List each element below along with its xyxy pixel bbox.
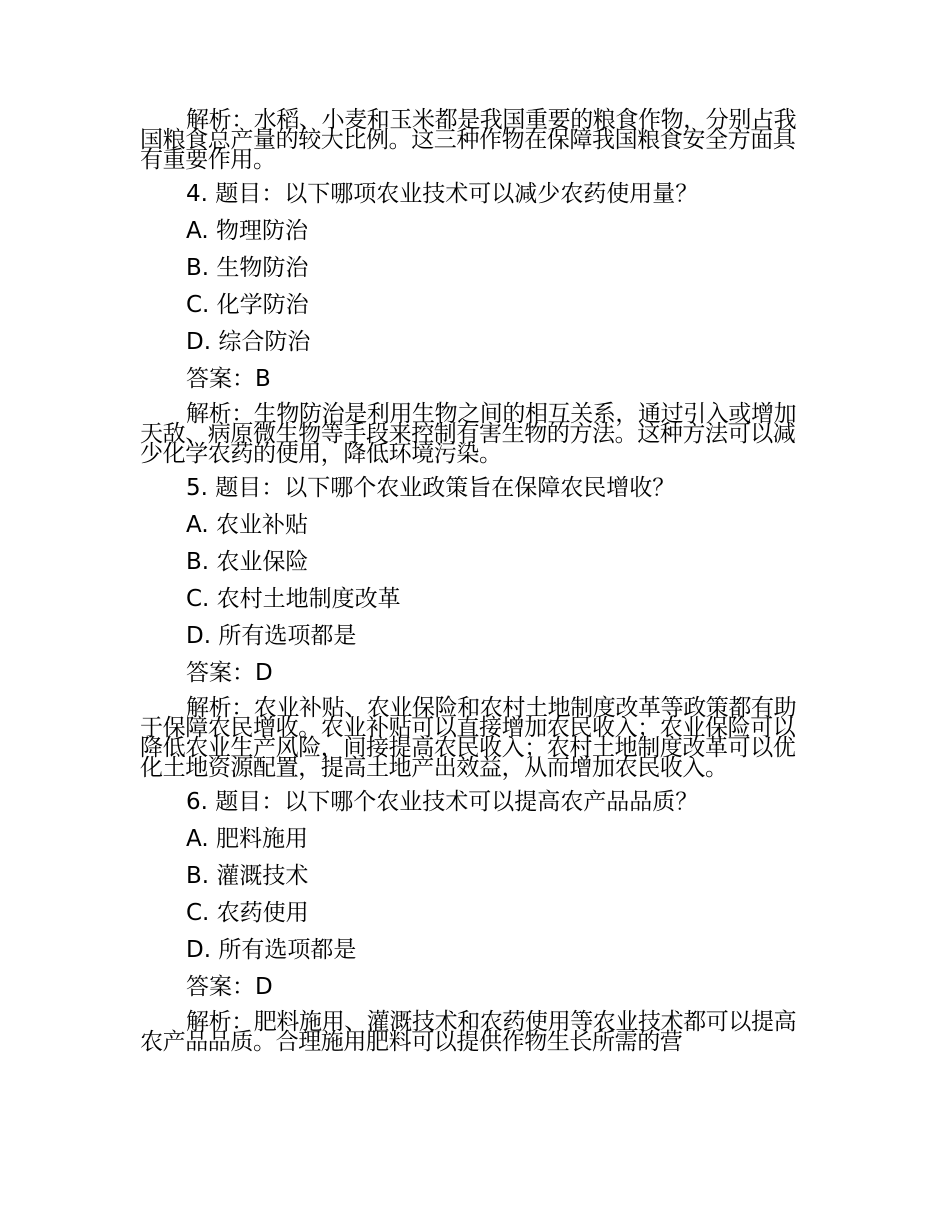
question-4-explanation: 解析：生物防治是利用生物之间的相互关系，通过引入或增加天敌、病原微生物等手段来控制有害生物的方法。这种方法可以减少化学农药的使用，降低环境污染。 — [140, 401, 797, 467]
question-block-6 — [140, 784, 812, 1058]
question-block-4 — [140, 176, 812, 470]
question-6-answer: 答案：D — [186, 974, 273, 1000]
question-6-option-d: D. 所有选项都是 — [186, 937, 357, 963]
question-5-option-c: C. 农村土地制度改革 — [186, 586, 401, 612]
question-5-option-a: A. 农业补贴 — [186, 512, 308, 538]
question-block-5 — [140, 470, 812, 784]
question-4-option-b: B. 生物防治 — [186, 255, 309, 281]
question-4-text: 4. 题目：以下哪项农业技术可以减少农药使用量？ — [186, 181, 699, 207]
question-6-option-a: A. 肥料施用 — [186, 826, 308, 852]
question-4-option-a: A. 物理防治 — [186, 218, 308, 244]
intro-explanation: 解析：水稻、小麦和玉米都是我国重要的粮食作物，分别占我国粮食总产量的较大比例。这三种作物在保障我国粮食安全方面具有重要作用。 — [140, 107, 797, 173]
question-5-explanation: 解析：农业补贴、农业保险和农村土地制度改革等政策都有助于保障农民增收。农业补贴可以直接增加农民收入；农业保险可以降低农业生产风险，间接提高农民收入；农村土地制度改革可以优化土地资源配置，提高土地产出效益，从而增加农民收入。 — [140, 695, 797, 781]
question-6-explanation: 解析：肥料施用、灌溉技术和农药使用等农业技术都可以提高农产品品质。合理施用肥料可以提供作物生长所需的营 — [140, 1009, 797, 1055]
question-5-option-b: B. 农业保险 — [186, 549, 309, 575]
question-5-text: 5. 题目：以下哪个农业政策旨在保障农民增收？ — [186, 475, 676, 501]
question-4-answer: 答案：B — [186, 366, 271, 392]
question-5-answer: 答案：D — [186, 660, 273, 686]
question-6-option-b: B. 灌溉技术 — [186, 863, 309, 889]
question-4-option-d: D. 综合防治 — [186, 329, 311, 355]
question-4-option-c: C. 化学防治 — [186, 292, 309, 318]
document-content — [140, 104, 812, 1058]
question-6-text: 6. 题目：以下哪个农业技术可以提高农产品品质？ — [186, 789, 699, 815]
question-6-option-c: C. 农药使用 — [186, 900, 309, 926]
question-5-option-d: D. 所有选项都是 — [186, 623, 357, 649]
